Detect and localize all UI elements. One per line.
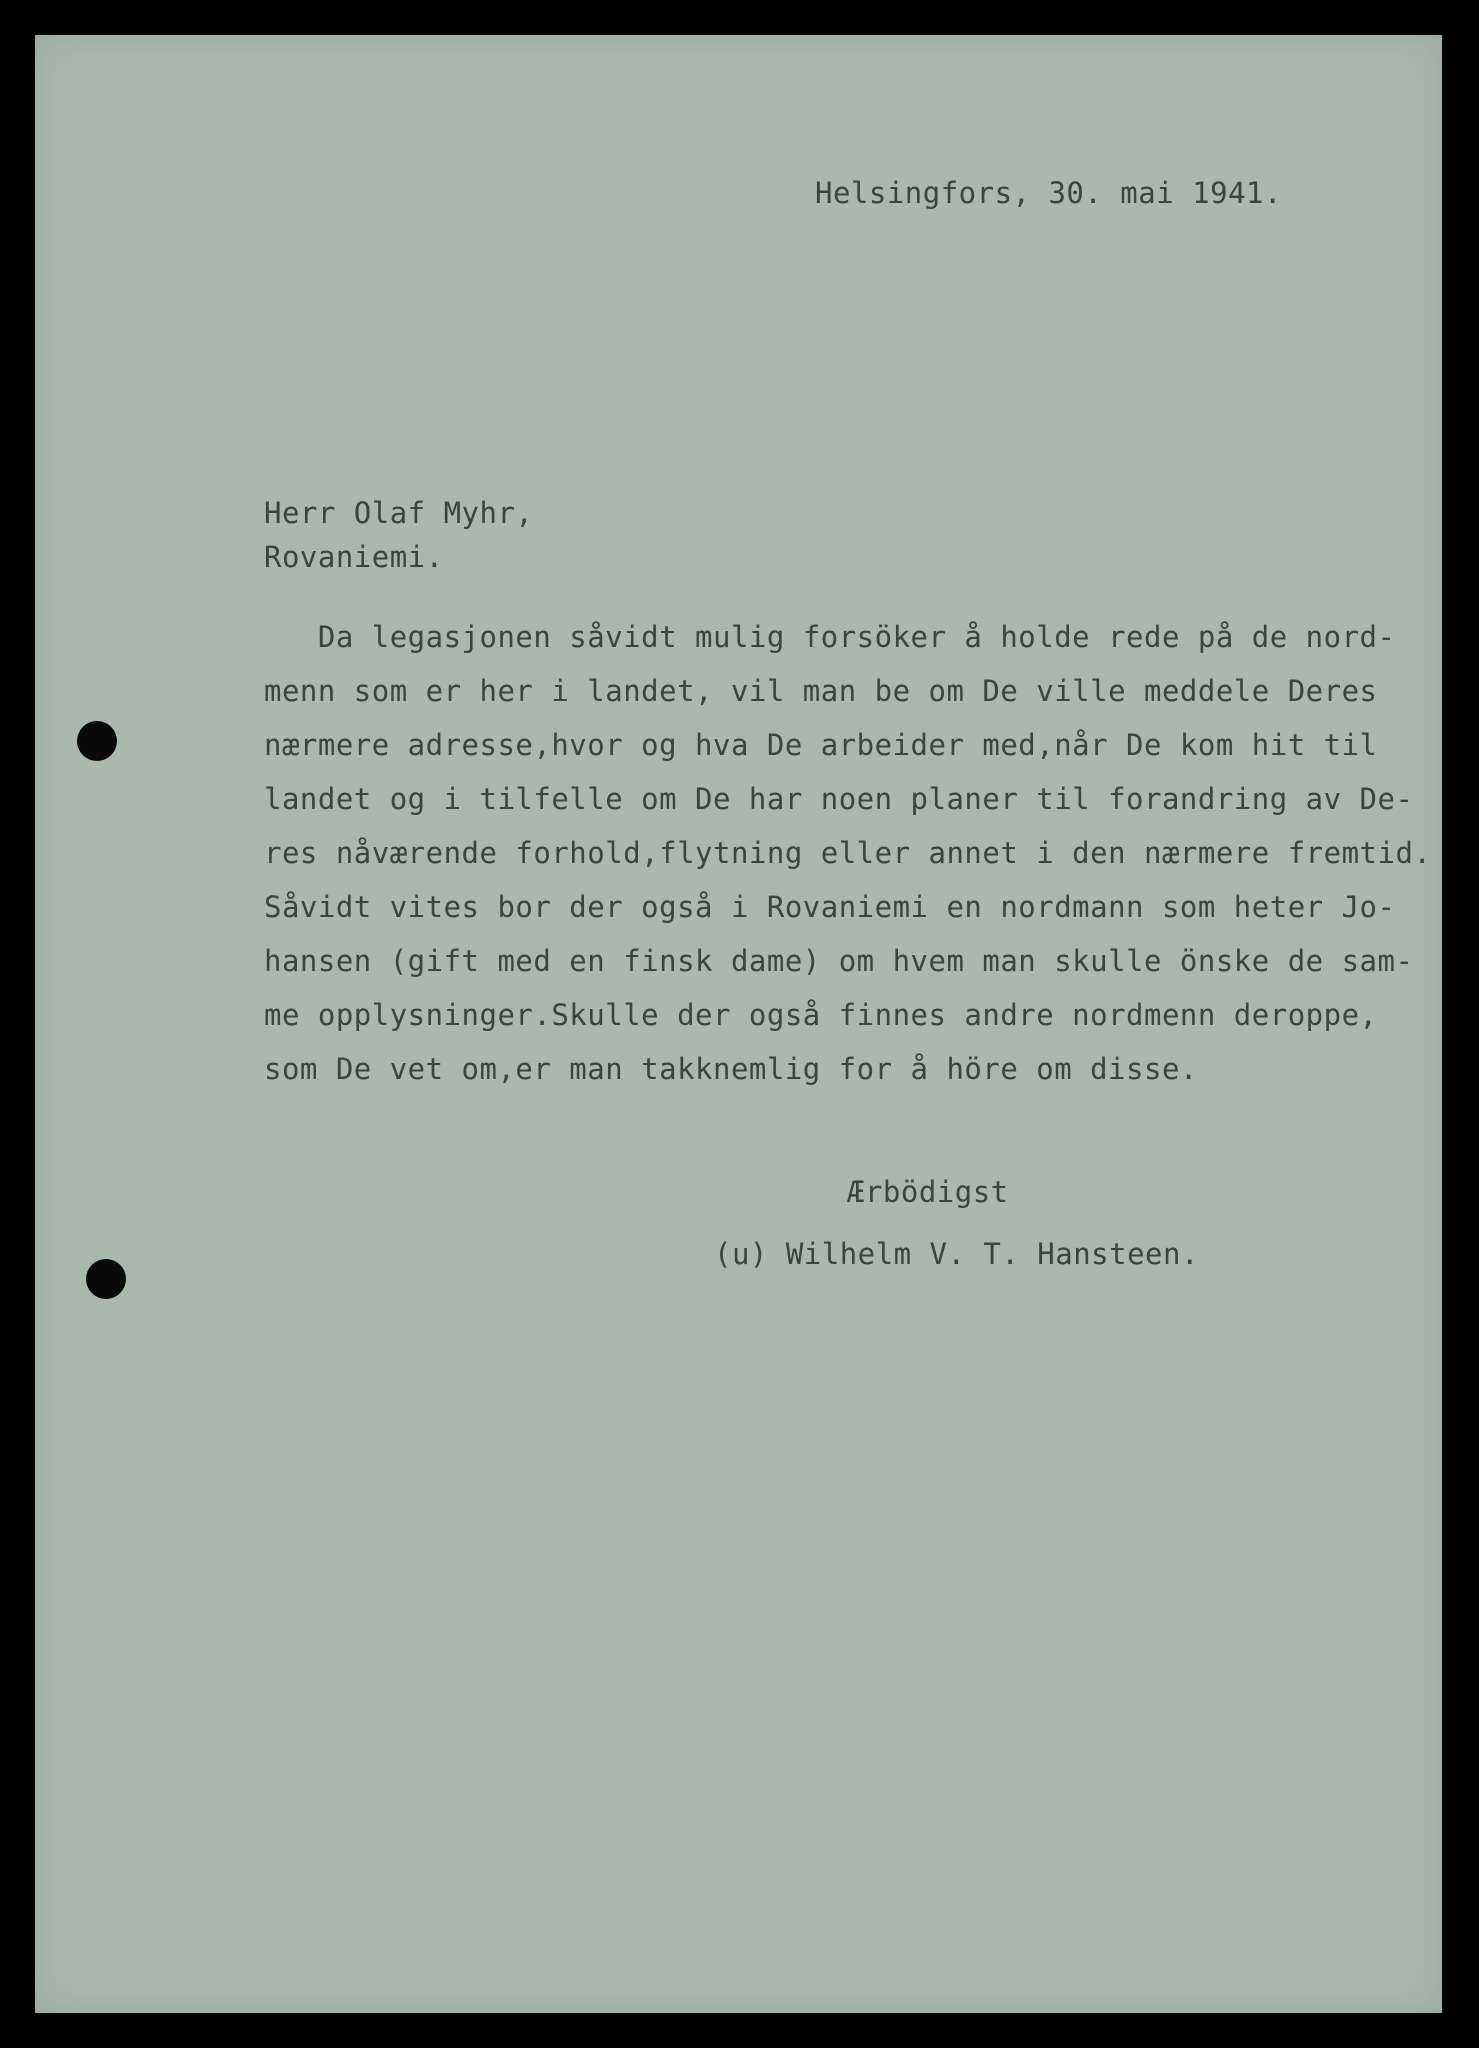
body-line: hansen (gift med en finsk dame) om hvem man skulle önske de sam- [264, 944, 1414, 978]
body-line: som De vet om,er man takknemlig for å höre om disse. [264, 1052, 1198, 1086]
body-line: me opplysninger.Skulle der også finnes andre nordmenn deroppe, [264, 998, 1378, 1032]
recipient-city: Rovaniemi. [264, 540, 444, 574]
recipient-name: Herr Olaf Myhr, [264, 496, 534, 530]
punch-hole-top [77, 721, 117, 761]
date-line: Helsingfors, 30. mai 1941. [815, 176, 1282, 210]
punch-hole-bottom [86, 1259, 126, 1299]
body-line: res nåværende forhold,flytning eller annet i den nærmere fremtid. [264, 836, 1432, 870]
body-line: Da legasjonen såvidt mulig forsöker å holde rede på de nord- [264, 620, 1396, 654]
body-line: menn som er her i landet, vil man be om De ville meddele Deres [264, 674, 1378, 708]
body-line: nærmere adresse,hvor og hva De arbeider med,når De kom hit til [264, 728, 1378, 762]
body-line: landet og i tilfelle om De har noen planer til forandring av De- [264, 782, 1414, 816]
signature: (u) Wilhelm V. T. Hansteen. [714, 1237, 1199, 1271]
body-line: Såvidt vites bor der også i Rovaniemi en nordmann som heter Jo- [264, 890, 1396, 924]
closing: Ærbödigst [847, 1175, 1009, 1209]
